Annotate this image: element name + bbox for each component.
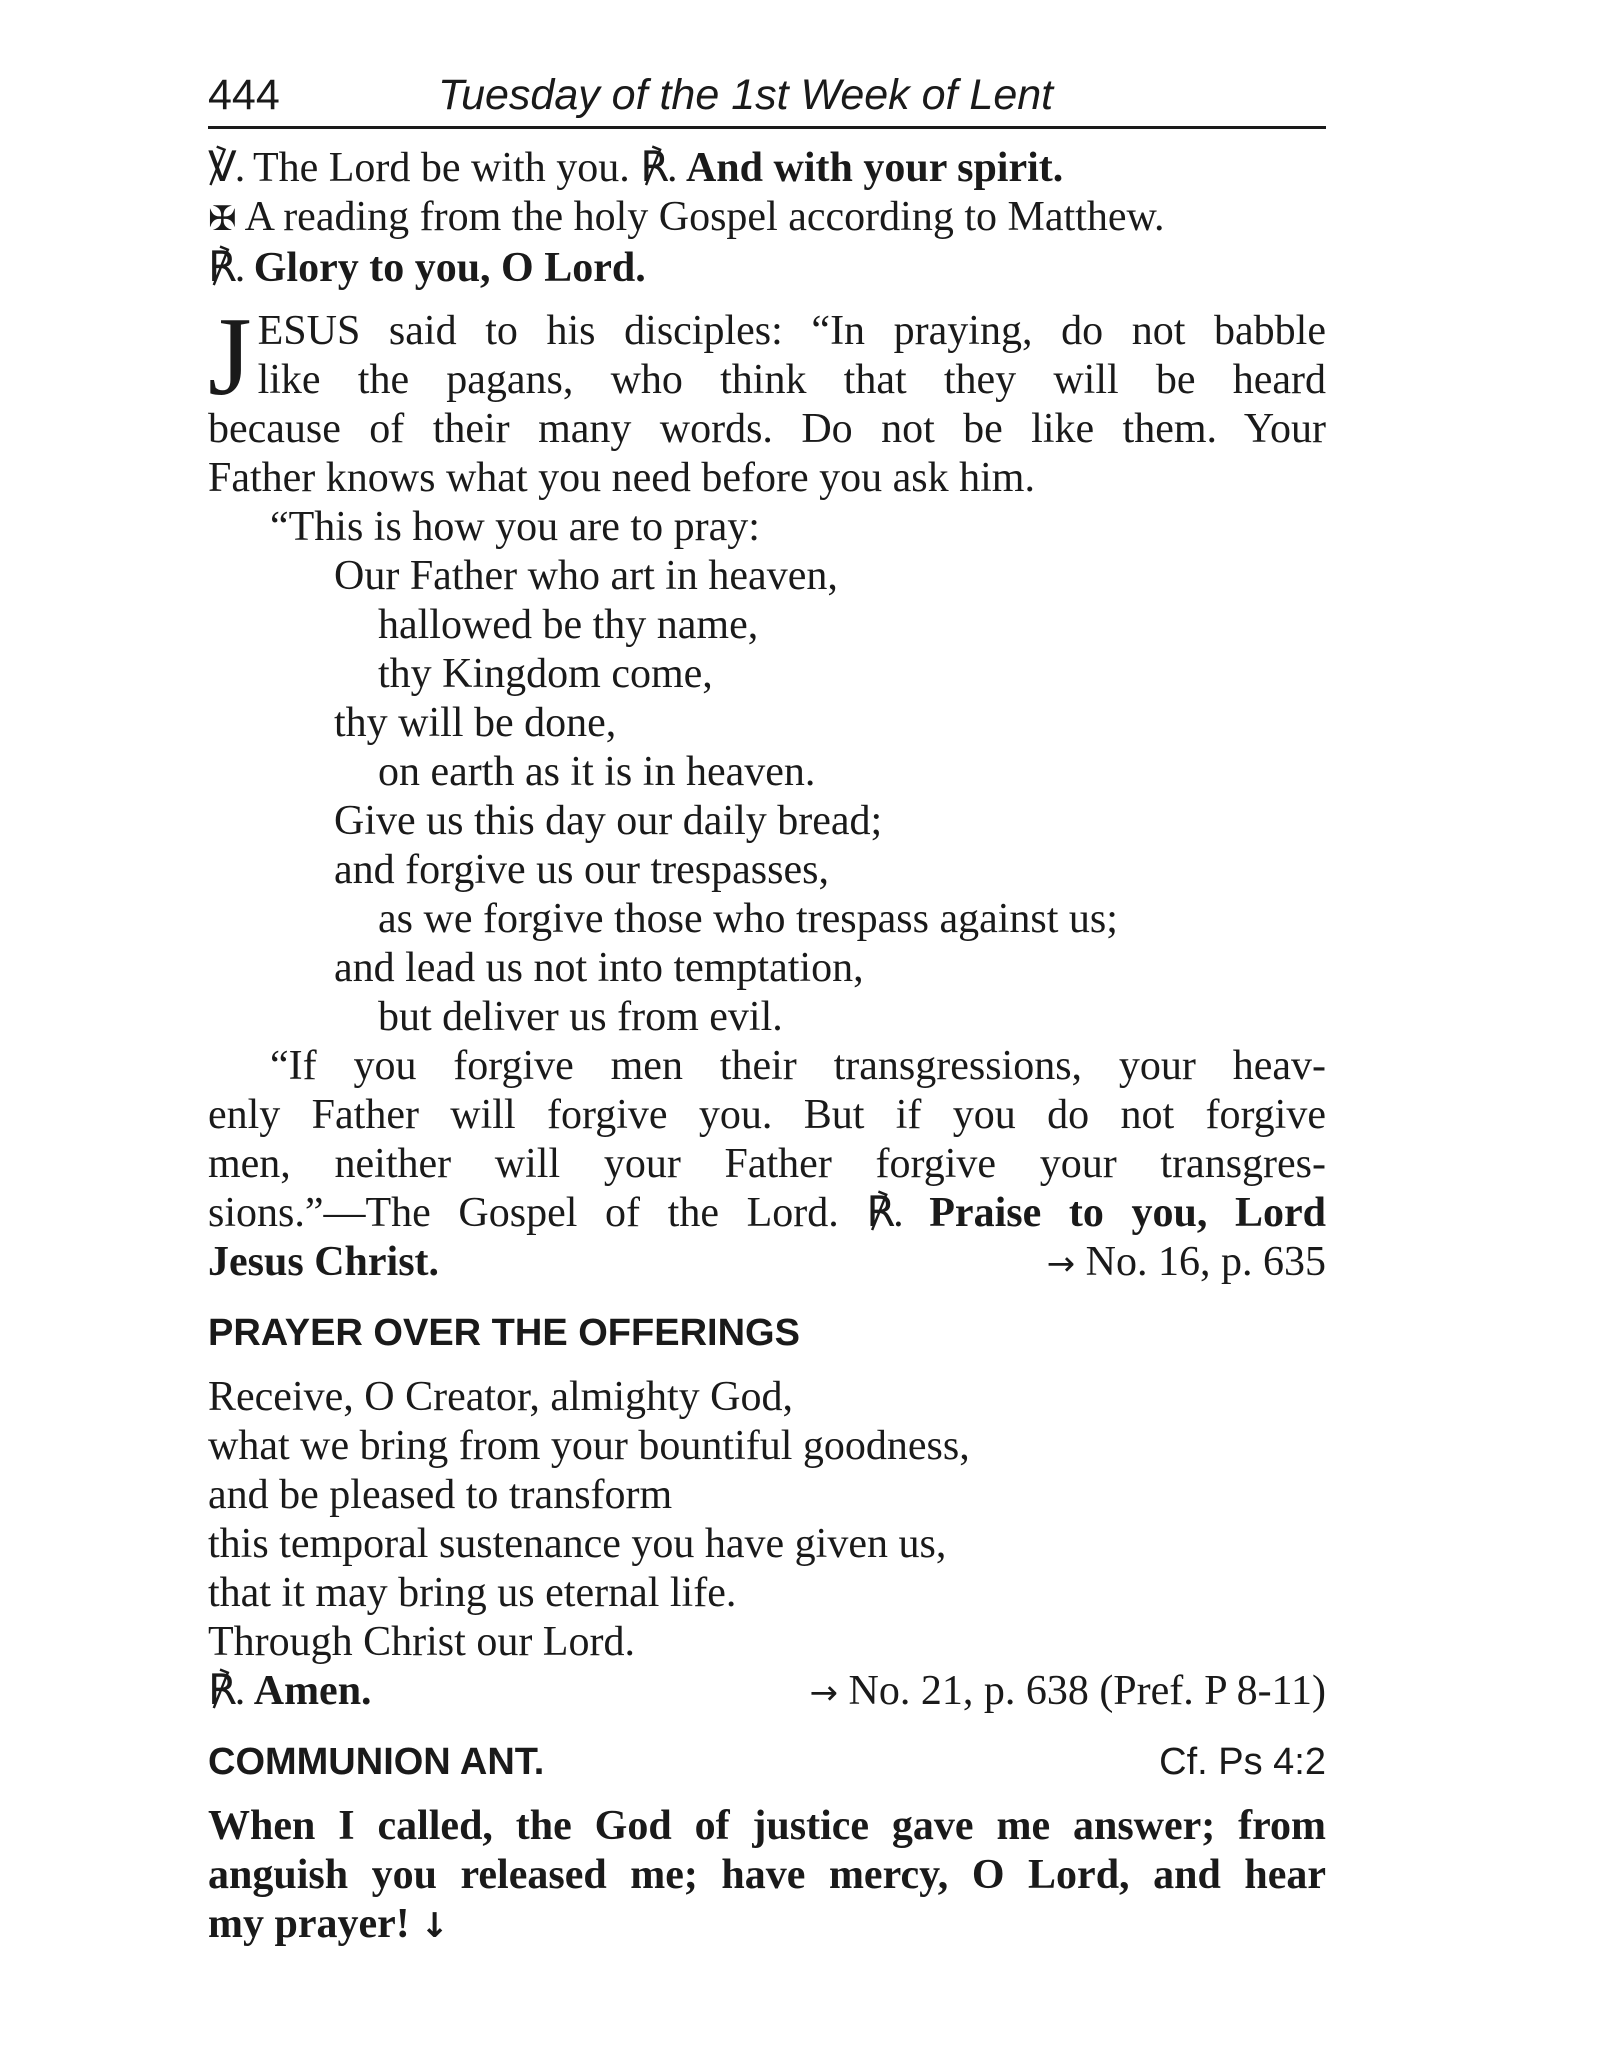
gospel-line: “If you forgive men their transgressions, your heav-	[270, 1043, 1326, 1089]
gospel-dialogue	[208, 144, 1326, 293]
offerings-line: that it may bring us eternal life.	[208, 1570, 737, 1616]
closing-text: sions.”—The Gospel of the Lord.	[208, 1190, 867, 1236]
response-text: And with your spirit.	[685, 145, 1064, 191]
offerings-line: Through Christ our Lord.	[208, 1619, 635, 1665]
prayer-line: thy Kingdom come,	[378, 651, 713, 697]
prayer-line: thy will be done,	[334, 700, 617, 746]
versicle-text: The Lord be with you.	[243, 145, 641, 191]
gospel-line: enly Father will forgive you. But if you do not forgive	[208, 1092, 1326, 1138]
offerings-line: and be pleased to transform	[208, 1472, 673, 1518]
gospel-line: like the pagans, who think that they will be heard	[257, 357, 1326, 403]
versicle-symbol: ℣.	[208, 145, 244, 191]
communion-heading-row	[208, 1740, 1326, 1784]
offerings-line: this temporal sustenance you have given us,	[208, 1521, 947, 1567]
antiphon-last-line	[208, 1900, 1326, 1951]
response-symbol: ℟.	[866, 1190, 902, 1236]
gospel-closing-ref-line	[208, 1238, 1326, 1289]
offerings-line: Receive, O Creator, almighty God,	[208, 1374, 793, 1420]
closing-response: Jesus Christ.	[208, 1239, 440, 1285]
prayer-line: Our Father who art in heaven,	[334, 553, 838, 599]
response-symbol: ℟.	[208, 1668, 244, 1714]
response-symbol: ℟.	[640, 145, 676, 191]
dialogue-line-1	[208, 144, 1326, 193]
drop-cap: J	[208, 295, 252, 419]
gospel-first-paragraph	[208, 295, 1326, 503]
gospel-line: men, neither will your Father forgive your transgres-	[208, 1141, 1326, 1187]
arrow-right-icon: →	[1046, 1244, 1076, 1284]
closing-response: Praise to you, Lord	[929, 1190, 1326, 1236]
prayer-line: as we forgive those who trespass against us;	[378, 896, 1118, 942]
prayer-over-offerings	[208, 1373, 1326, 1718]
cross-reference	[809, 1667, 1326, 1718]
reference-text: No. 16, p. 635	[1085, 1239, 1326, 1285]
offerings-response-line	[208, 1667, 1326, 1718]
announcement-text: A reading from the holy Gospel according to Matthew.	[236, 194, 1165, 240]
offerings-response	[208, 1667, 372, 1718]
prayer-line: and lead us not into temptation,	[334, 945, 864, 991]
gospel-closing-line	[208, 1189, 1326, 1238]
reference-text: No. 21, p. 638 (Pref. P 8-11)	[848, 1668, 1326, 1714]
cross-reference	[1047, 1238, 1326, 1289]
cross-icon: ✠	[208, 199, 237, 239]
offerings-heading: PRAYER OVER THE OFFERINGS	[208, 1312, 800, 1354]
lords-prayer	[208, 552, 1326, 1042]
gospel-line: because of their many words. Do not be like them. Your	[208, 406, 1326, 452]
prayer-line: on earth as it is in heaven.	[378, 749, 816, 795]
prayer-line: but deliver us from evil.	[378, 994, 783, 1040]
gospel-line: ESUS said to his disciples: “In praying, do not babble	[257, 308, 1326, 354]
running-title: Tuesday of the 1st Week of Lent	[438, 71, 1054, 119]
antiphon-line: anguish you released me; have mercy, O Lord, and hear	[208, 1852, 1326, 1898]
amen-text: Amen.	[253, 1668, 372, 1714]
gospel-intro-line: “This is how you are to pray:	[270, 504, 760, 550]
gospel-line: Father knows what you need before you ask him.	[208, 455, 1035, 501]
arrow-right-icon: →	[809, 1673, 838, 1713]
antiphon-line: When I called, the God of justice gave me answer; from	[208, 1803, 1326, 1849]
dialogue-line-2	[208, 193, 1326, 244]
offerings-line: what we bring from your bountiful goodness,	[208, 1423, 970, 1469]
prayer-line: Give us this day our daily bread;	[334, 798, 883, 844]
prayer-line: hallowed be thy name,	[378, 602, 759, 648]
page-number: 444	[208, 71, 280, 119]
communion-antiphon	[208, 1802, 1326, 1951]
communion-citation: Cf. Ps 4:2	[1159, 1741, 1326, 1783]
arrow-down-icon: ↓	[420, 1906, 449, 1946]
antiphon-text: my prayer!	[208, 1901, 410, 1947]
response-symbol: ℟.	[208, 245, 244, 291]
communion-heading: COMMUNION ANT.	[208, 1741, 545, 1783]
missal-page	[208, 66, 1326, 1951]
response-text: Glory to you, O Lord.	[253, 245, 646, 291]
page-header	[208, 66, 1326, 129]
dialogue-line-3	[208, 244, 1326, 293]
gospel-reading	[208, 295, 1326, 1289]
gospel-closing-paragraph	[208, 1042, 1326, 1289]
prayer-line: and forgive us our trespasses,	[334, 847, 829, 893]
